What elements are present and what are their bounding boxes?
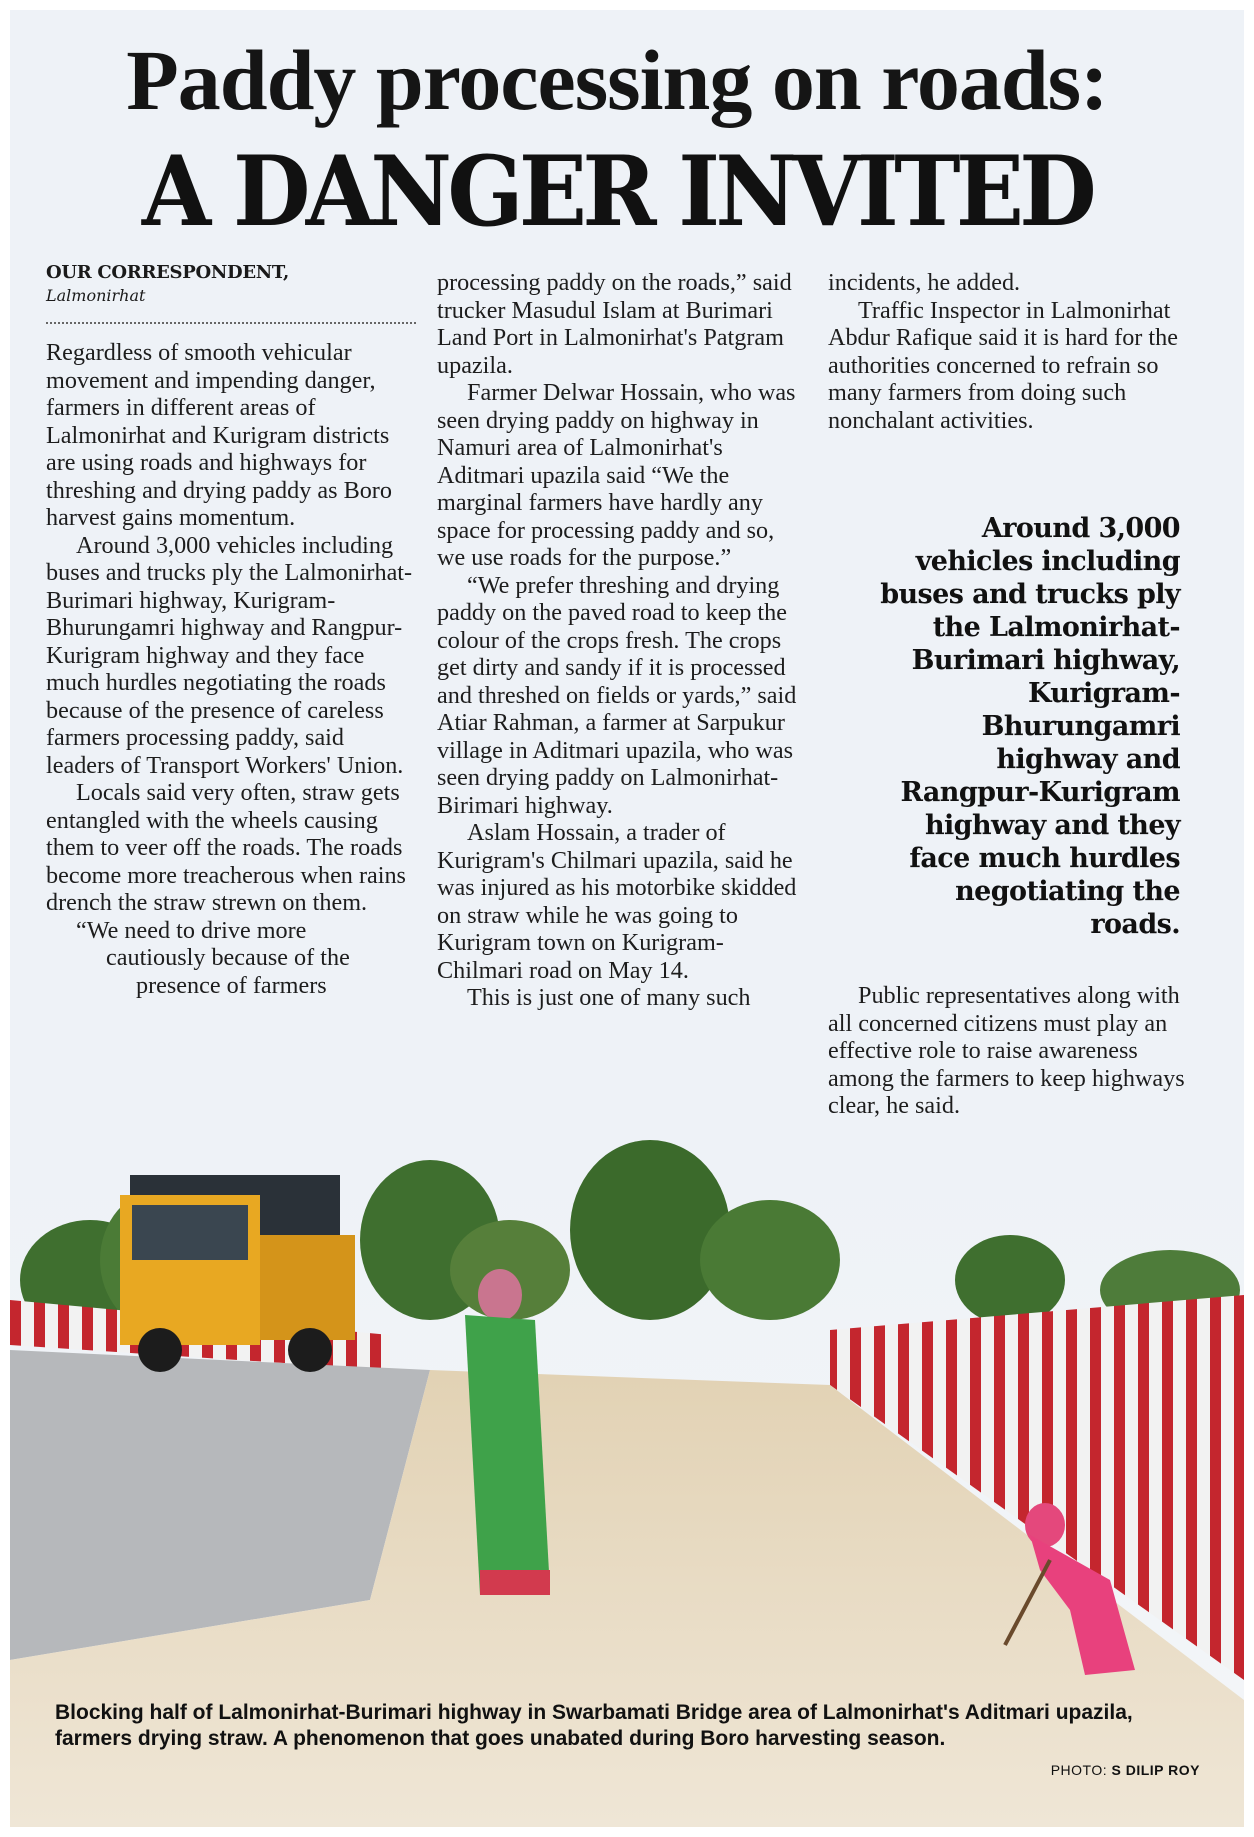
paragraph: processing paddy on the roads,” said trucker Masudul Islam at Burimari Land Port in Lalmonirhat's Patgram upazila. [437, 269, 792, 379]
text-line: presence of farmers [136, 971, 327, 999]
article-column-3-end [828, 982, 1198, 1120]
paragraph: incidents, he added. [828, 269, 1021, 296]
pull-quote: Around 3,000 vehicles including buses and trucks ply the Lalmonirhat-Burimari highway, Kurigram-Bhurungamri highway and Rangpur-Kurigram highway and they face much hurdles negotiating the roads. [880, 513, 1180, 940]
byline-divider [46, 322, 416, 324]
paragraph: Locals said very often, straw gets entangled with the wheels causing them to veer off the roads. The roads become more treacherous when rains drench the straw strewn on them. [46, 779, 406, 916]
paragraph: Regardless of smooth vehicular movement and impending danger, farmers in different areas of Lalmonirhat and Kurigram districts are using roads and highways for threshing and drying paddy as Boro harvest gains momentum. [46, 339, 392, 531]
headline: Paddy processing on roads: [126, 32, 1108, 128]
photo-credit [960, 1762, 1200, 1778]
paragraph: Aslam Hossain, a trader of Kurigram's Chilmari upazila, said he was injured as his motorbike skidded on straw while he was going to Kurigram town on Kurigram-Chilmari road on May 14. [437, 819, 797, 984]
text-line: cautiously because of the [106, 944, 350, 971]
paragraph [46, 917, 416, 1000]
byline-place: Lalmonirhat [46, 286, 146, 305]
text-line: “We need to drive more [76, 916, 307, 944]
photo-credit-label: PHOTO: [1050, 1762, 1108, 1778]
photo-caption: Blocking half of Lalmonirhat-Burimari highway in Swarbamati Bridge area of Lalmonirhat's Aditmari upazila, farmers drying straw. A phenomenon that goes unabated during Boro harvesting season. [55, 1701, 1133, 1750]
article-column-1 [46, 339, 416, 999]
paragraph: This is just one of many such [467, 984, 751, 1011]
paragraph: Public representatives along with all concerned citizens must play an effective role to raise awareness among the farmers to keep highways clear, he said. [828, 982, 1185, 1119]
truck [120, 1175, 355, 1372]
byline [46, 262, 416, 305]
paragraph: Around 3,000 vehicles including buses and trucks ply the Lalmonirhat-Burimari highway, Kurigram-Bhurungamri highway and Rangpur-Kurigram highway and they face much hurdles negotiating the roads because of the presence of careless farmers processing paddy, said leaders of Transport Workers' Union. [46, 531, 413, 779]
paragraph: Farmer Delwar Hossain, who was seen drying paddy on highway in Namuri area of Lalmonirhat's Aditmari upazila said “We the marginal farmers have hardly any space for processing paddy and so, we use roads for the purpose.” [437, 379, 796, 571]
paragraph: “We prefer threshing and drying paddy on the paved road to keep the colour of the crops fresh. The crops get dirty and sandy if it is processed and threshed on fields or yards,” said Atiar Rahman, a farmer at Sarpukur village in Aditmari upazila, who was seen drying paddy on Lalmonirhat- Birimari highway. [437, 571, 797, 819]
paragraph: Traffic Inspector in Lalmonirhat Abdur Rafique said it is hard for the authorities concerned to refrain so many farmers from doing such nonchalant activities. [828, 296, 1178, 434]
byline-name: OUR CORRESPONDENT, [46, 262, 289, 283]
photo-credit-name: S DILIP ROY [1111, 1762, 1200, 1778]
deck-headline: A DANGER INVITED [141, 135, 1093, 248]
article-column-2 [437, 269, 807, 1012]
article-column-3 [828, 269, 1198, 434]
